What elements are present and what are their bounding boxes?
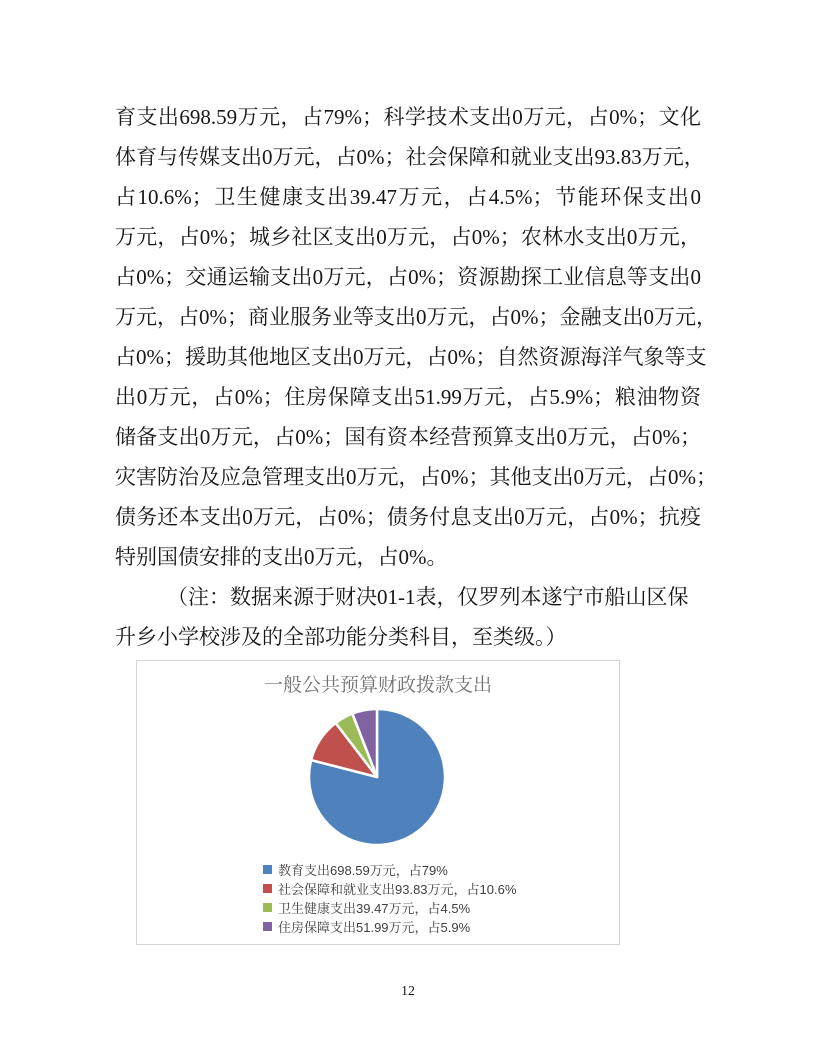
legend-color-swatch bbox=[263, 884, 272, 893]
body-text-line: 储备支出0万元，占0%；国有资本经营预算支出0万元，占0%； bbox=[115, 425, 701, 449]
pie-chart bbox=[297, 697, 457, 857]
legend-color-swatch bbox=[263, 922, 272, 931]
body-text-line: 万元，占0%；商业服务业等支出0万元，占0%；金融支出0万元， bbox=[115, 305, 717, 329]
body-text-line: 特别国债安排的支出0万元，占0%。 bbox=[115, 545, 448, 569]
body-text-line: 占0%；交通运输支出0万元，占0%；资源勘探工业信息等支出0 bbox=[115, 265, 701, 289]
legend-label: 教育支出698.59万元，占79% bbox=[278, 863, 448, 878]
legend-color-swatch bbox=[263, 865, 272, 874]
chart-legend bbox=[263, 860, 516, 936]
text-block bbox=[115, 97, 717, 657]
body-text-line: 占0%；援助其他地区支出0万元，占0%；自然资源海洋气象等支 bbox=[115, 345, 707, 369]
legend-color-swatch bbox=[263, 903, 272, 912]
body-text-line: 升乡小学校涉及的全部功能分类科目，至类级。） bbox=[115, 625, 567, 649]
chart-title: 一般公共预算财政拨款支出 bbox=[263, 675, 492, 696]
legend-label: 住房保障支出51.99万元，占5.9% bbox=[278, 920, 471, 935]
body-text-line: 出0万元，占0%；住房保障支出51.99万元，占5.9%；粮油物资 bbox=[115, 385, 702, 409]
legend-label: 社会保障和就业支出93.83万元，占10.6% bbox=[278, 882, 517, 897]
legend-label: 卫生健康支出39.47万元，占4.5% bbox=[278, 901, 471, 916]
body-text-line: 债务还本支出0万元，占0%；债务付息支出0万元，占0%；抗疫 bbox=[115, 505, 701, 529]
body-text-line: 体育与传媒支出0万元，占0%；社会保障和就业支出93.83万元， bbox=[115, 145, 705, 169]
expenditure-pie-chart bbox=[136, 660, 620, 945]
body-text-line: 灾害防治及应急管理支出0万元，占0%；其他支出0万元，占0%； bbox=[115, 465, 717, 489]
body-text-line: 万元，占0%；城乡社区支出0万元，占0%；农林水支出0万元， bbox=[115, 225, 701, 249]
legend-item bbox=[263, 917, 516, 936]
legend-item bbox=[263, 860, 516, 879]
legend-item bbox=[263, 898, 516, 917]
legend-item bbox=[263, 879, 516, 898]
body-text-line: 占10.6%；卫生健康支出39.47万元，占4.5%；节能环保支出0 bbox=[115, 185, 701, 209]
body-text-line: 育支出698.59万元，占79%；科学技术支出0万元，占0%；文化 bbox=[115, 105, 701, 129]
body-text-line: （注：数据来源于财决01-1表，仅罗列本遂宁市船山区保 bbox=[167, 585, 689, 609]
page-number: 12 bbox=[401, 984, 415, 999]
